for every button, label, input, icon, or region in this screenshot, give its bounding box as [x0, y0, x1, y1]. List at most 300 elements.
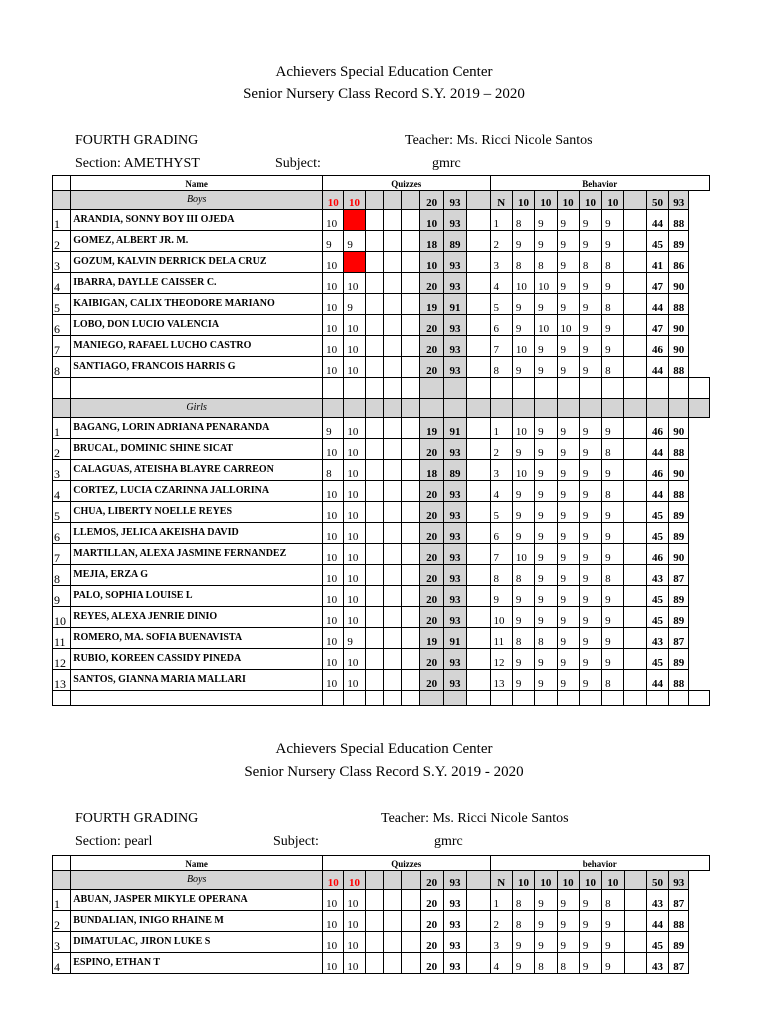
behavior-col-header: N [490, 871, 512, 890]
table-row [53, 890, 710, 911]
behavior-score: 9 [579, 953, 601, 974]
behavior-total: 47 [646, 273, 668, 294]
behavior-score: 9 [579, 586, 601, 607]
behavior-col-header: N [490, 191, 512, 210]
quiz-1-score: 10 [323, 544, 344, 565]
behavior-score: 8 [512, 210, 534, 231]
behavior-score: 9 [579, 649, 601, 670]
behavior-total: 44 [646, 481, 668, 502]
behavior-score: 9 [579, 523, 601, 544]
subject-label-2: Subject: [273, 834, 319, 849]
behavior-score: 9 [579, 890, 601, 911]
behavior-score: 9 [557, 607, 579, 628]
behavior-score: 9 [557, 911, 579, 932]
behavior-score: 9 [557, 890, 579, 911]
blank-cell [579, 691, 601, 706]
blank-cell [365, 932, 383, 953]
behavior-score: 9 [602, 523, 624, 544]
table-row [53, 273, 710, 294]
behavior-total: 43 [646, 628, 668, 649]
blank-cell [624, 191, 646, 210]
row-number: 1 [53, 418, 71, 439]
quiz-2-score: 10 [344, 911, 365, 932]
quiz-grade: 93 [443, 523, 466, 544]
section-label-2: Section: pearl [75, 834, 153, 849]
quiz-grade: 89 [443, 231, 466, 252]
behavior-score: 10 [557, 315, 579, 336]
quiz-grade-max: 93 [443, 191, 466, 210]
blank-cell [402, 932, 420, 953]
quiz-grade: 93 [443, 565, 466, 586]
behavior-grade-max: 93 [669, 191, 689, 210]
header-row [53, 176, 710, 191]
blank-cell [624, 628, 646, 649]
grades-table-amethyst [52, 175, 710, 706]
behavior-score: 9 [557, 252, 579, 273]
quiz-grade: 93 [443, 890, 466, 911]
behavior-number: 4 [490, 481, 512, 502]
quiz-2-score: 10 [344, 932, 365, 953]
blank-cell [365, 399, 383, 418]
blank-cell [383, 191, 401, 210]
quiz-2-score: 9 [344, 628, 365, 649]
student-name: RUBIO, KOREEN CASSIDY PINEDA [71, 649, 323, 670]
blank-cell [402, 953, 420, 974]
behavior-score: 9 [602, 273, 624, 294]
blank-cell [383, 210, 401, 231]
blank-cell [467, 273, 490, 294]
quiz-2-score: 10 [344, 607, 365, 628]
row-number: 4 [53, 953, 71, 974]
blank-cell [467, 378, 490, 399]
quizzes-header: Quizzes [323, 856, 490, 871]
blank-cell [383, 231, 401, 252]
behavior-total: 44 [646, 670, 668, 691]
behavior-score: 10 [512, 460, 534, 481]
table-row [53, 481, 710, 502]
behavior-total-max: 50 [646, 871, 668, 890]
quiz-1-score: 9 [323, 418, 344, 439]
blank-cell [535, 691, 557, 706]
quiz-grade: 93 [443, 252, 466, 273]
quiz-total: 20 [420, 649, 443, 670]
behavior-grade: 87 [669, 628, 689, 649]
behavior-score: 9 [579, 336, 601, 357]
row-number: 8 [53, 357, 71, 378]
blank-cell [624, 565, 646, 586]
blank-cell [624, 670, 646, 691]
behavior-score: 9 [512, 523, 534, 544]
behavior-score: 8 [535, 628, 557, 649]
behavior-col-header: 10 [579, 871, 601, 890]
blank-cell [402, 357, 420, 378]
blank-cell [53, 176, 71, 191]
behavior-score: 9 [602, 932, 624, 953]
table-row [53, 294, 710, 315]
blank-cell [402, 399, 420, 418]
blank-cell [443, 378, 466, 399]
blank-cell [420, 378, 443, 399]
quiz-1-score: 8 [323, 460, 344, 481]
blank-cell [467, 544, 490, 565]
quiz-grade: 93 [443, 273, 466, 294]
behavior-score: 9 [535, 439, 557, 460]
behavior-number: 2 [490, 231, 512, 252]
quiz-2-score: 10 [344, 357, 365, 378]
row-number: 1 [53, 210, 71, 231]
blank-cell [402, 252, 420, 273]
quiz-2-score: 10 [344, 336, 365, 357]
quiz-1-score: 10 [323, 315, 344, 336]
blank-cell [383, 294, 401, 315]
quiz-1-score: 10 [323, 294, 344, 315]
behavior-score: 9 [557, 502, 579, 523]
behavior-number: 3 [490, 252, 512, 273]
blank-cell [383, 586, 401, 607]
blank-cell [557, 378, 579, 399]
row-number: 10 [53, 607, 71, 628]
blank-cell [383, 315, 401, 336]
student-name: GOZUM, KALVIN DERRICK DELA CRUZ [71, 252, 323, 273]
row-number: 1 [53, 890, 71, 911]
blank-cell [365, 565, 383, 586]
behavior-grade: 90 [669, 273, 689, 294]
behavior-score: 9 [602, 544, 624, 565]
behavior-number: 10 [490, 607, 512, 628]
behavior-score: 9 [512, 670, 534, 691]
quiz-2-score: 10 [344, 565, 365, 586]
behavior-grade: 88 [669, 911, 689, 932]
behavior-number: 1 [490, 418, 512, 439]
blank-cell [624, 911, 646, 932]
blank-cell [624, 357, 646, 378]
blank-cell [624, 378, 646, 399]
quiz-2-score: 10 [344, 460, 365, 481]
row-number: 4 [53, 481, 71, 502]
behavior-score: 8 [535, 252, 557, 273]
quiz-grade: 93 [443, 586, 466, 607]
blank-cell [383, 399, 401, 418]
behavior-total: 43 [646, 953, 668, 974]
blank-cell [467, 294, 490, 315]
quiz-2-score: 10 [344, 418, 365, 439]
blank-cell [383, 607, 401, 628]
behavior-score: 9 [579, 231, 601, 252]
blank-cell [53, 856, 71, 871]
behavior-grade: 88 [669, 210, 689, 231]
behavior-score: 9 [535, 294, 557, 315]
table-row [53, 418, 710, 439]
quiz-1-score: 10 [323, 890, 344, 911]
behavior-score: 9 [557, 565, 579, 586]
behavior-col-header: 10 [602, 191, 624, 210]
behavior-number: 8 [490, 357, 512, 378]
behavior-total: 44 [646, 210, 668, 231]
blank-cell [383, 439, 401, 460]
behavior-score: 9 [535, 586, 557, 607]
blank-cell [365, 336, 383, 357]
behavior-score: 9 [579, 911, 601, 932]
quiz-1-score: 10 [323, 481, 344, 502]
blank-cell [365, 911, 383, 932]
behavior-score: 9 [557, 210, 579, 231]
blank-cell [402, 670, 420, 691]
behavior-number: 11 [490, 628, 512, 649]
row-number: 9 [53, 586, 71, 607]
behavior-score: 9 [535, 607, 557, 628]
blank-cell [646, 378, 668, 399]
quiz-1-score: 10 [323, 357, 344, 378]
student-name: REYES, ALEXA JENRIE DINIO [71, 607, 323, 628]
behavior-total: 45 [646, 932, 668, 953]
behavior-score: 8 [602, 252, 624, 273]
row-number: 6 [53, 523, 71, 544]
behavior-score: 9 [557, 649, 579, 670]
behavior-total: 44 [646, 294, 668, 315]
blank-cell [383, 670, 401, 691]
behavior-total: 45 [646, 607, 668, 628]
quiz-grade: 93 [443, 607, 466, 628]
table-row [53, 336, 710, 357]
behavior-score: 9 [579, 607, 601, 628]
quiz-1-score: 10 [323, 523, 344, 544]
blank-cell [402, 294, 420, 315]
behavior-score: 9 [557, 418, 579, 439]
behavior-number: 3 [490, 460, 512, 481]
behavior-score: 8 [512, 252, 534, 273]
quiz-2-score: 10 [344, 670, 365, 691]
blank-cell [624, 294, 646, 315]
behavior-score: 8 [602, 890, 624, 911]
behavior-score: 9 [512, 649, 534, 670]
blank-cell [383, 357, 401, 378]
quiz-1-score: 10 [323, 649, 344, 670]
teacher-label: Teacher: Ms. Ricci Nicole Santos [405, 133, 593, 148]
blank-cell [402, 336, 420, 357]
blank-cell [624, 932, 646, 953]
behavior-score: 9 [602, 586, 624, 607]
quiz-2-score: 10 [344, 439, 365, 460]
row-number: 2 [53, 439, 71, 460]
behavior-score: 9 [557, 231, 579, 252]
quiz-2-score: 10 [344, 953, 365, 974]
behavior-grade: 88 [669, 294, 689, 315]
behavior-total: 45 [646, 586, 668, 607]
behavior-total: 45 [646, 649, 668, 670]
quiz-total: 20 [420, 607, 443, 628]
blank-cell [624, 252, 646, 273]
behavior-score: 8 [557, 953, 579, 974]
blank-cell [53, 378, 71, 399]
behavior-score: 9 [579, 315, 601, 336]
blank-cell [557, 691, 579, 706]
blank-cell [624, 315, 646, 336]
blank-cell [624, 460, 646, 481]
behavior-score: 9 [512, 439, 534, 460]
blank-cell [365, 210, 383, 231]
student-name: ARANDIA, SONNY BOY III OJEDA [71, 210, 323, 231]
blank-cell [420, 691, 443, 706]
behavior-score: 9 [602, 336, 624, 357]
blank-cell [365, 670, 383, 691]
quiz-total: 18 [420, 460, 443, 481]
record-title: Senior Nursery Class Record S.Y. 2019 – 2020 [243, 86, 525, 102]
table-row [53, 670, 710, 691]
blank-row [53, 378, 710, 399]
blank-cell [402, 378, 420, 399]
blank-cell [512, 378, 534, 399]
table-row [53, 932, 710, 953]
behavior-grade: 90 [669, 336, 689, 357]
quiz-grade: 93 [443, 336, 466, 357]
table-row [53, 628, 710, 649]
student-name: ABUAN, JASPER MIKYLE OPERANA [71, 890, 323, 911]
behavior-grade: 86 [669, 252, 689, 273]
behavior-col-header: 10 [512, 191, 534, 210]
behavior-score: 9 [602, 460, 624, 481]
blank-cell [402, 210, 420, 231]
behavior-score: 9 [557, 544, 579, 565]
student-name: CORTEZ, LUCIA CZARINNA JALLORINA [71, 481, 323, 502]
behavior-score: 8 [512, 911, 534, 932]
behavior-score: 9 [512, 315, 534, 336]
behavior-number: 2 [490, 911, 512, 932]
quiz-total: 20 [420, 586, 443, 607]
quiz-total: 20 [420, 932, 443, 953]
behavior-score: 9 [602, 911, 624, 932]
behavior-score: 9 [535, 565, 557, 586]
quiz-grade: 93 [443, 953, 466, 974]
quiz-total: 20 [420, 544, 443, 565]
row-number: 7 [53, 336, 71, 357]
quiz-total: 10 [420, 210, 443, 231]
blank-cell [669, 399, 689, 418]
blank-cell [624, 210, 646, 231]
blank-cell [467, 953, 490, 974]
blank-cell [402, 418, 420, 439]
blank-cell [602, 691, 624, 706]
behavior-score: 9 [579, 439, 601, 460]
behavior-score: 9 [557, 586, 579, 607]
quiz-grade: 91 [443, 628, 466, 649]
blank-cell [402, 523, 420, 544]
row-number: 3 [53, 460, 71, 481]
blank-cell [323, 399, 344, 418]
header-row [53, 856, 710, 871]
behavior-score: 9 [535, 502, 557, 523]
grades-table-pearl [52, 855, 710, 974]
blank-cell [344, 378, 365, 399]
quiz-1-score: 10 [323, 911, 344, 932]
quiz-total: 19 [420, 418, 443, 439]
row-number: 5 [53, 502, 71, 523]
blank-cell [383, 273, 401, 294]
behavior-score: 8 [602, 565, 624, 586]
behavior-number: 5 [490, 502, 512, 523]
quiz-max: 10 [323, 871, 344, 890]
quiz-1-score: 10 [323, 273, 344, 294]
school-title-2: Achievers Special Education Center [275, 741, 493, 757]
behavior-number: 5 [490, 294, 512, 315]
student-name: MEJIA, ERZA G [71, 565, 323, 586]
behavior-score: 9 [512, 357, 534, 378]
behavior-total: 46 [646, 460, 668, 481]
blank-cell [402, 544, 420, 565]
quiz-grade: 91 [443, 418, 466, 439]
subheader-row [53, 871, 710, 890]
quiz-2-missing [344, 252, 365, 273]
quiz-1-score: 10 [323, 210, 344, 231]
blank-cell [490, 378, 512, 399]
behavior-score: 9 [579, 565, 601, 586]
table-row [53, 210, 710, 231]
table-row [53, 953, 710, 974]
behavior-col-header: 10 [579, 191, 601, 210]
quiz-grade: 93 [443, 315, 466, 336]
table-row [53, 649, 710, 670]
behavior-col-header: 10 [557, 871, 579, 890]
blank-cell [602, 378, 624, 399]
behavior-score: 9 [512, 294, 534, 315]
behavior-total: 45 [646, 523, 668, 544]
table-row [53, 523, 710, 544]
table-row [53, 911, 710, 932]
behavior-score: 8 [602, 439, 624, 460]
student-name: CALAGUAS, ATEISHA BLAYRE CARREON [71, 460, 323, 481]
blank-cell [602, 399, 624, 418]
subheader-row [53, 191, 710, 210]
blank-cell [365, 953, 383, 974]
quiz-1-score: 10 [323, 607, 344, 628]
behavior-number: 1 [490, 210, 512, 231]
student-name: MANIEGO, RAFAEL LUCHO CASTRO [71, 336, 323, 357]
group-label: Boys [71, 871, 323, 890]
blank-cell [383, 911, 401, 932]
blank-cell [402, 890, 420, 911]
blank-cell [365, 191, 383, 210]
behavior-score: 9 [535, 481, 557, 502]
behavior-score: 9 [602, 628, 624, 649]
blank-cell [624, 336, 646, 357]
behavior-score: 9 [557, 336, 579, 357]
blank-cell [624, 439, 646, 460]
grading-label: FOURTH GRADING [75, 133, 199, 148]
subheader-row [53, 399, 710, 418]
section-label: Section: AMETHYST [75, 156, 200, 171]
behavior-score: 10 [512, 544, 534, 565]
behavior-col-header: 10 [602, 871, 624, 890]
blank-cell [53, 399, 71, 418]
behavior-number: 2 [490, 439, 512, 460]
behavior-grade: 87 [669, 953, 689, 974]
student-name: DIMATULAC, JIRON LUKE S [71, 932, 323, 953]
blank-cell [467, 252, 490, 273]
blank-cell [467, 336, 490, 357]
student-name: SANTOS, GIANNA MARIA MALLARI [71, 670, 323, 691]
blank-cell [383, 336, 401, 357]
blank-cell [467, 418, 490, 439]
quiz-1-score: 9 [323, 231, 344, 252]
row-number: 6 [53, 315, 71, 336]
blank-cell [624, 502, 646, 523]
quiz-total: 19 [420, 294, 443, 315]
row-number: 8 [53, 565, 71, 586]
behavior-grade: 87 [669, 890, 689, 911]
behavior-score: 9 [602, 607, 624, 628]
blank-cell [402, 691, 420, 706]
quiz-total: 20 [420, 953, 443, 974]
behavior-col-header: 10 [535, 191, 557, 210]
